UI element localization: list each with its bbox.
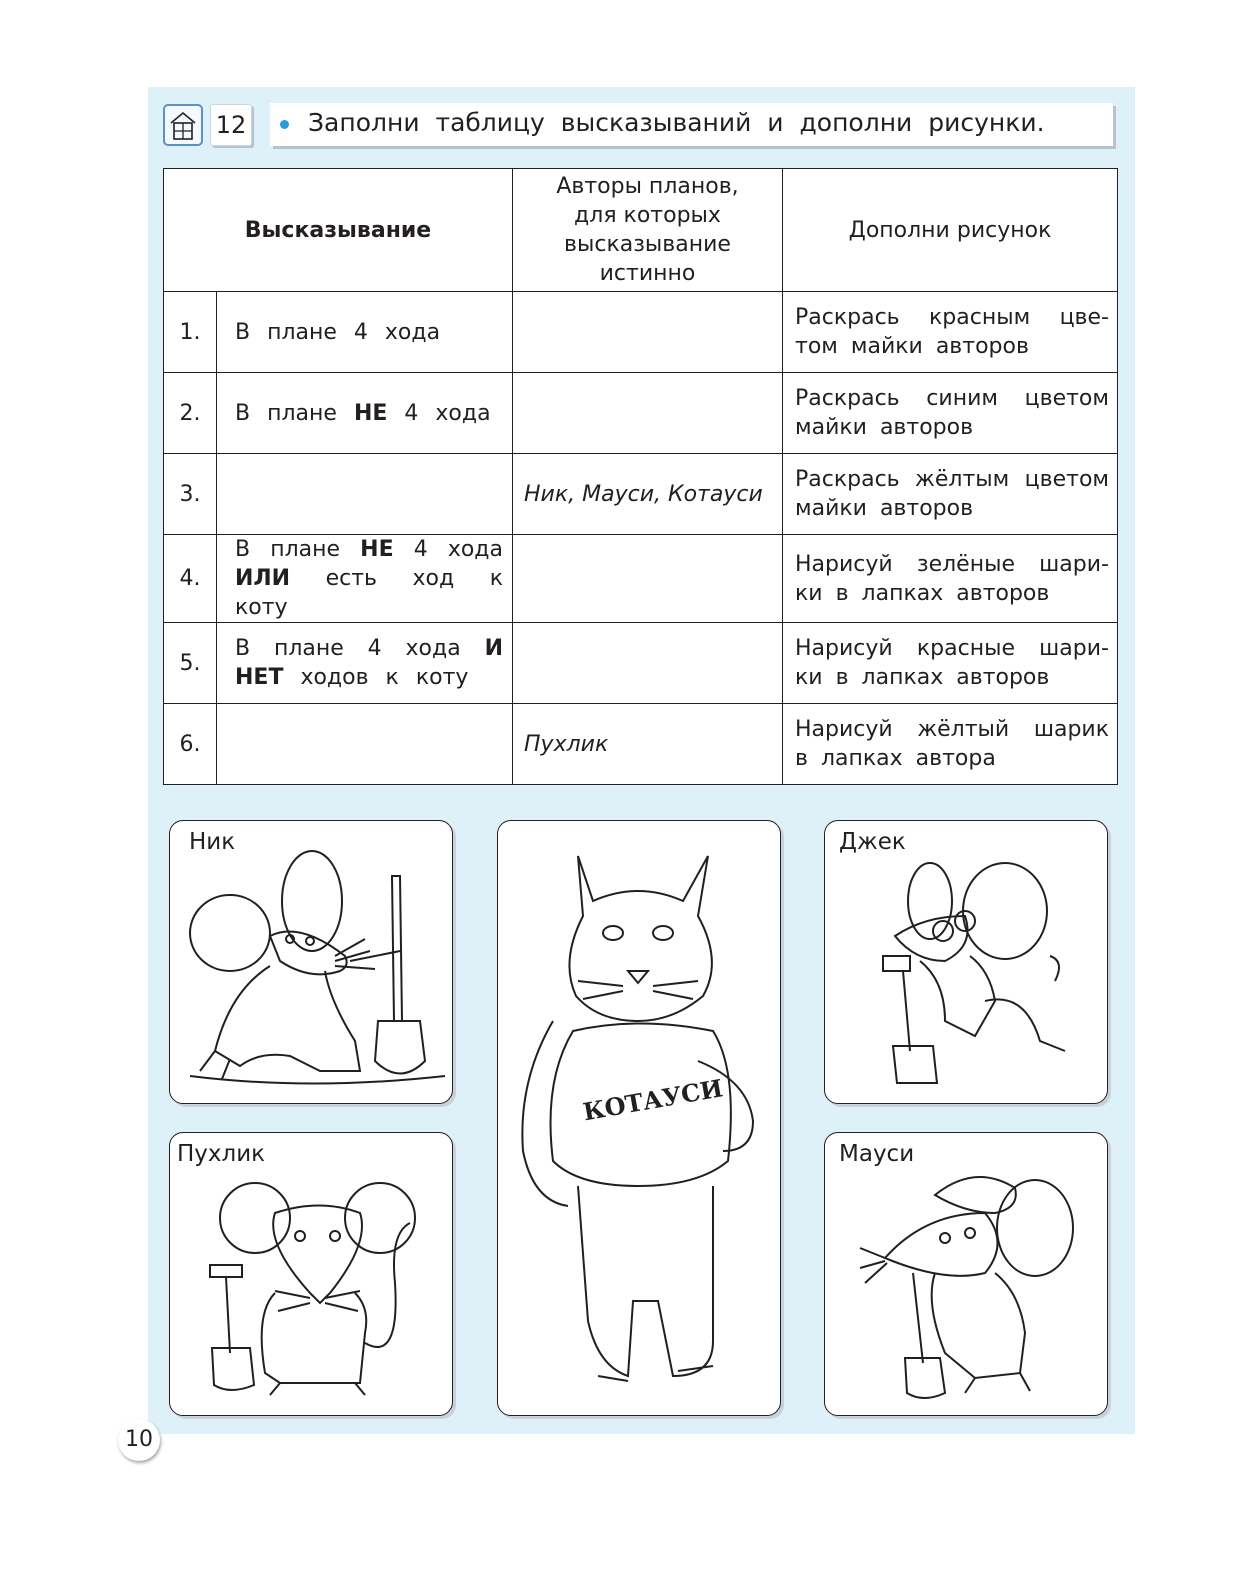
card-nik[interactable]	[169, 820, 453, 1104]
svg-text:КОТАУСИ: КОТАУСИ	[580, 1073, 726, 1127]
card-pukhlik[interactable]	[169, 1132, 453, 1416]
statement-cell: В плане НЕ 4 хода	[217, 373, 513, 454]
action-cell: Раскрась синим цветом майки авторов	[783, 373, 1118, 454]
row-number: 6.	[164, 704, 217, 785]
header-statement: Высказывание	[164, 169, 513, 292]
row-number: 1.	[164, 292, 217, 373]
table-row	[164, 623, 1118, 704]
action-cell: Раскрась красным цве- том майки авторов	[783, 292, 1118, 373]
character-name: Джек	[839, 829, 906, 855]
mouse-jack-illustration	[825, 821, 1109, 1105]
character-name: Ник	[189, 829, 236, 855]
statement-input-cell[interactable]	[217, 454, 513, 535]
action-cell: Раскрась жёлтым цветом майки авторов	[783, 454, 1118, 535]
row-number: 5.	[164, 623, 217, 704]
card-jack[interactable]	[824, 820, 1108, 1104]
row-number: 4.	[164, 535, 217, 623]
bullet-icon	[280, 120, 289, 129]
character-name: Пухлик	[177, 1141, 266, 1167]
authors-cell: Ник, Мауси, Котауси	[513, 454, 783, 535]
character-name: Мауси	[839, 1141, 915, 1167]
authors-input-cell[interactable]	[513, 373, 783, 454]
card-cat[interactable]	[497, 820, 781, 1416]
header-action: Дополни рисунок	[783, 169, 1118, 292]
statement-cell: В плане 4 хода	[217, 292, 513, 373]
authors-input-cell[interactable]	[513, 623, 783, 704]
action-cell: Нарисуй зелёные шари- ки в лапках авторов	[783, 535, 1118, 623]
table-row	[164, 535, 1118, 623]
mouse-pukhlik-illustration	[170, 1133, 454, 1417]
card-mausi[interactable]	[824, 1132, 1108, 1416]
table-row	[164, 704, 1118, 785]
action-cell: Нарисуй жёлтый шарик в лапках автора	[783, 704, 1118, 785]
mouse-nik-illustration	[170, 821, 454, 1105]
table-header-row	[164, 169, 1118, 292]
action-cell: Нарисуй красные шари- ки в лапках авторов	[783, 623, 1118, 704]
authors-cell: Пухлик	[513, 704, 783, 785]
statements-table	[163, 168, 1118, 785]
authors-input-cell[interactable]	[513, 535, 783, 623]
mouse-mausi-illustration	[825, 1133, 1109, 1417]
header-authors: Авторы планов, для которых высказывание истинно	[513, 169, 783, 292]
row-number: 2.	[164, 373, 217, 454]
page-number: 10	[118, 1419, 160, 1461]
statement-input-cell[interactable]	[217, 704, 513, 785]
instruction-box	[270, 103, 1113, 146]
statement-cell: В плане НЕ 4 хода ИЛИ есть ход к коту	[217, 535, 513, 623]
task-number: 12	[210, 104, 252, 146]
table-task-icon	[163, 104, 203, 146]
row-number: 3.	[164, 454, 217, 535]
authors-input-cell[interactable]	[513, 292, 783, 373]
cat-kotausi-illustration	[498, 821, 782, 1417]
table-row	[164, 373, 1118, 454]
instruction-text: Заполни таблицу высказываний и дополни рисунки.	[308, 108, 1045, 137]
table-row	[164, 454, 1118, 535]
statement-cell: В плане 4 хода И НЕТ ходов к коту	[217, 623, 513, 704]
table-row	[164, 292, 1118, 373]
